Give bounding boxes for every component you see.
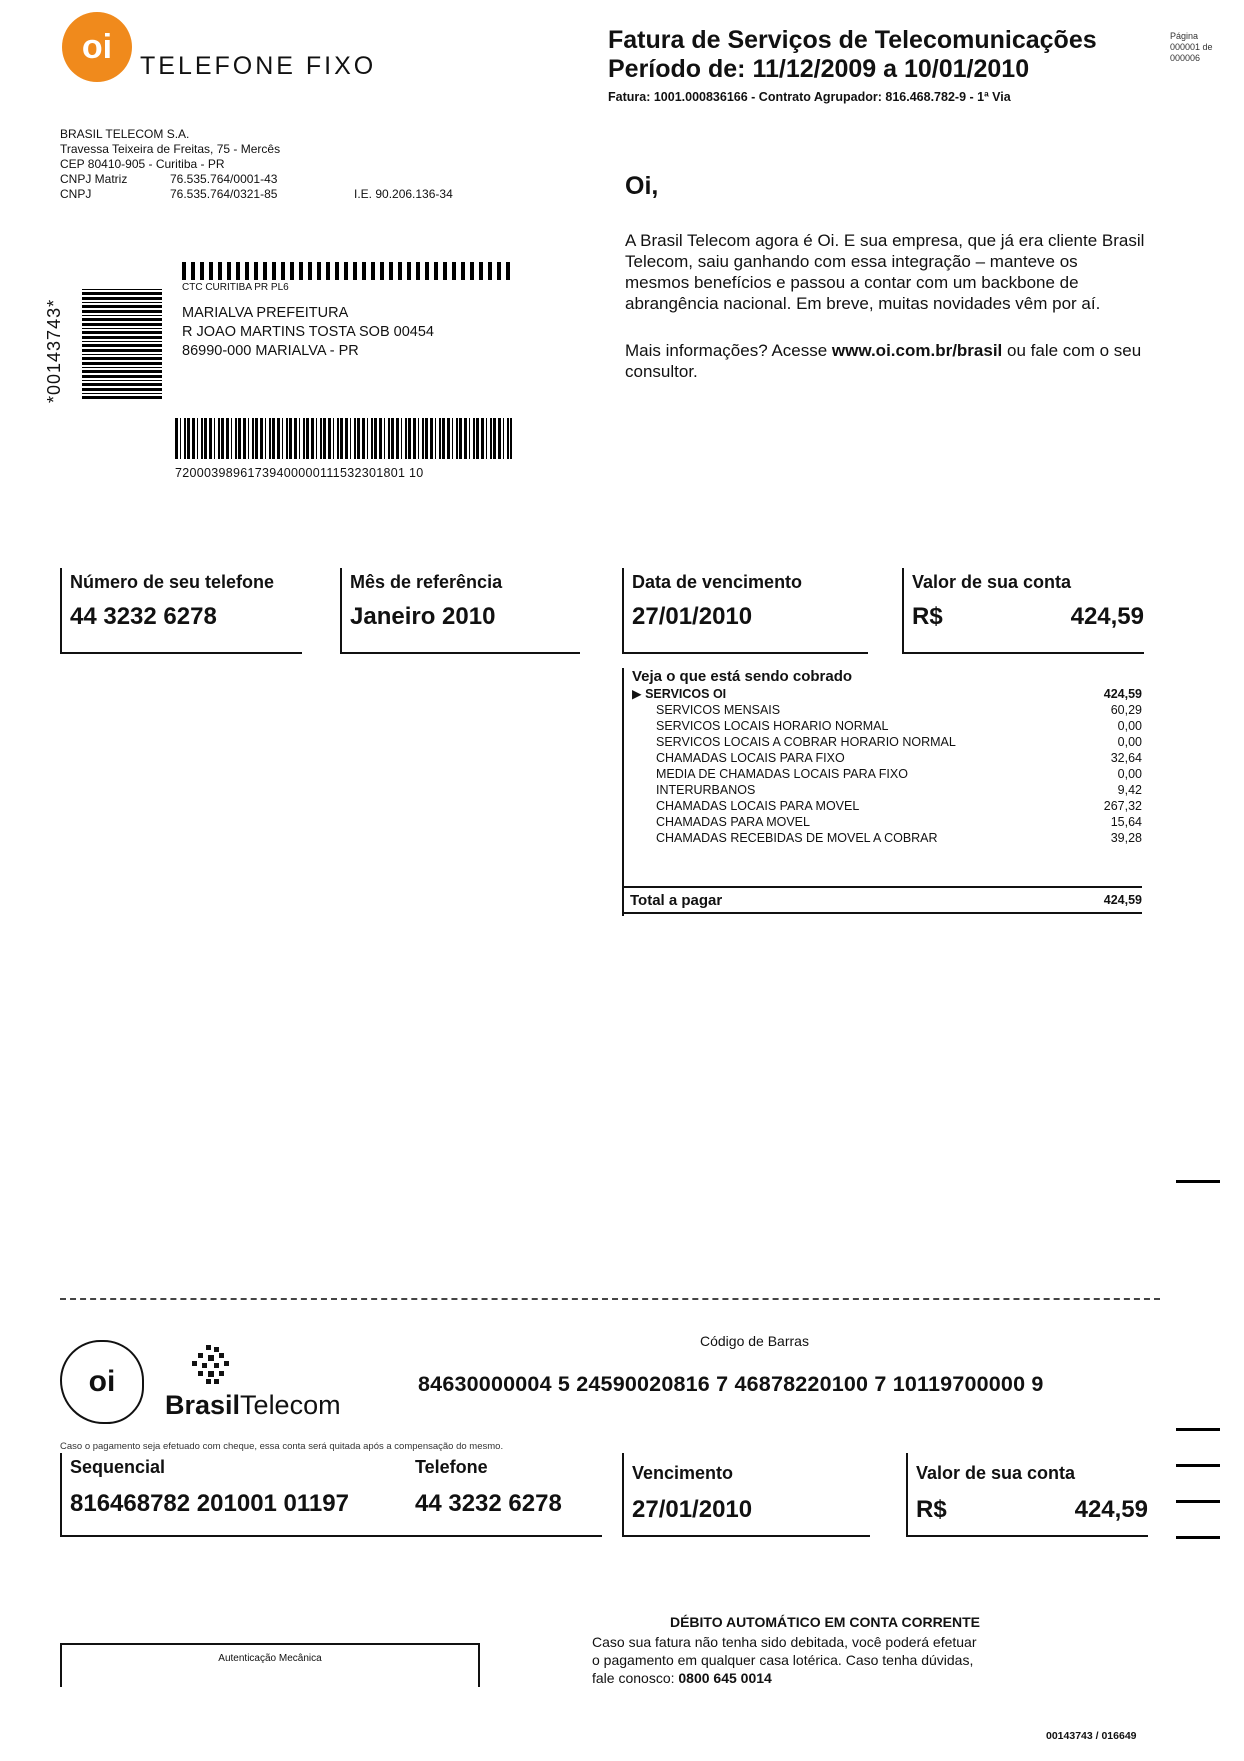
auto-debit-line2: o pagamento em qualquer casa lotérica. Caso tenha dúvidas, (592, 1652, 974, 1668)
recipient-city: 86990-000 MARIALVA - PR (182, 343, 359, 359)
company-name: BRASIL TELECOM S.A. (60, 127, 190, 141)
brand-rest: Telecom (240, 1390, 341, 1420)
slip-amount-label: Valor de sua conta (916, 1463, 1076, 1483)
charges-group-total: 424,59 (1103, 687, 1142, 701)
recipient-street: R JOAO MARTINS TOSTA SOB 00454 (182, 324, 434, 340)
greeting: Oi, (625, 172, 659, 200)
oi-slip-logo (60, 1340, 144, 1424)
currency-symbol: R$ (912, 603, 943, 630)
phone-number-value: 44 3232 6278 (70, 603, 217, 630)
company-info (60, 127, 510, 202)
charges-group-row (632, 686, 1142, 702)
charge-item-value: 0,00 (1117, 767, 1142, 781)
barcode-label: Código de Barras (700, 1333, 809, 1349)
charge-item-label: MEDIA DE CHAMADAS LOCAIS PARA FIXO (656, 767, 908, 781)
reference-month-box (340, 568, 580, 654)
sequence-label: Sequencial (70, 1457, 166, 1477)
slip-amount-value: 424,59 (1074, 1496, 1148, 1523)
recipient-address (182, 304, 434, 361)
total-value: 424,59 (1103, 893, 1142, 907)
oi-slip-logo-text: oi (88, 1365, 116, 1398)
company-address: Travessa Teixeira de Freitas, 75 - Mercês (60, 142, 281, 156)
amount-value: 424,59 (1070, 603, 1144, 630)
margin-mark (1176, 1536, 1220, 1539)
charge-item-value: 60,29 (1110, 703, 1142, 717)
recipient-name: MARIALVA PREFEITURA (182, 305, 349, 321)
charge-item-label: CHAMADAS RECEBIDAS DE MOVEL A COBRAR (656, 831, 938, 845)
auto-debit-line1: Caso sua fatura não tenha sido debitada, você poderá efetuar (592, 1634, 977, 1650)
due-date-label: Data de vencimento (632, 572, 803, 592)
auto-debit-line3: fale conosco: (592, 1670, 679, 1686)
charge-item-row (656, 702, 1142, 718)
reference-month-value: Janeiro 2010 (350, 603, 496, 630)
product-name: TELEFONE FIXO (140, 52, 377, 80)
message-paragraph-2 (625, 340, 1145, 382)
charge-item-label: CHAMADAS LOCAIS PARA MOVEL (656, 799, 860, 813)
message-paragraph-1: A Brasil Telecom agora é Oi. E sua empresa, que já era cliente Brasil Telecom, saiu ganhando com essa integração – manteve os mesmos benefícios e passou a contar com um backbone de abrangência nacional. Em breve, muitas novidades vêm por aí. (625, 231, 1145, 313)
charge-item-row (656, 830, 1142, 846)
margin-mark (1176, 1500, 1220, 1503)
cheque-note: Caso o pagamento seja efetuado com cheque, essa conta será quitada após a compensação do mesmo. (60, 1441, 504, 1452)
fatura-line: Fatura: 1001.000836166 - Contrato Agrupador: 816.468.782-9 - 1ª Via (608, 90, 1011, 104)
phone-number-label: Número de seu telefone (70, 572, 275, 592)
brasil-telecom-emblem-icon (186, 1345, 236, 1385)
charge-item-row (656, 766, 1142, 782)
page-number: 000001 de (1170, 42, 1213, 52)
mechanical-auth-box (60, 1643, 480, 1687)
charge-item-value: 15,64 (1110, 815, 1142, 829)
website-link[interactable]: www.oi.com.br/brasil (831, 341, 1003, 360)
slip-phone-label: Telefone (415, 1457, 488, 1477)
charges-group-label: SERVICOS OI (645, 687, 727, 701)
total-row (622, 886, 1142, 914)
amount-label: Valor de sua conta (912, 572, 1072, 592)
charge-item-value: 32,64 (1110, 751, 1142, 765)
cnpj: 76.535.764/0321-85 (170, 187, 278, 201)
charge-item-row (656, 798, 1142, 814)
charge-item-label: CHAMADAS LOCAIS PARA FIXO (656, 751, 845, 765)
invoice-title (608, 26, 1097, 84)
charge-item-row (656, 750, 1142, 766)
margin-mark (1176, 1428, 1220, 1431)
auto-debit-text (592, 1633, 1072, 1687)
due-date-box (622, 568, 868, 654)
charges-section (622, 668, 1142, 916)
cnpj-label: CNPJ (60, 187, 92, 201)
mail-barcode-number: 72000398961739400000111532301801 10 (175, 466, 424, 480)
cnpj-matriz: 76.535.764/0001-43 (170, 172, 278, 186)
reference-month-label: Mês de referência (350, 572, 503, 592)
charge-item-row (656, 718, 1142, 734)
ctc-label: CTC CURITIBA PR PL6 (182, 282, 289, 293)
invoice-period: Período de: 11/12/2009 a 10/01/2010 (608, 55, 1030, 83)
charge-item-row (656, 814, 1142, 830)
margin-mark (1176, 1180, 1220, 1183)
support-phone: 0800 645 0014 (678, 1670, 772, 1686)
side-code: *00143743* (44, 298, 64, 403)
charge-item-value: 0,00 (1117, 719, 1142, 733)
charge-item-label: SERVICOS LOCAIS A COBRAR HORARIO NORMAL (656, 735, 956, 749)
cnpj-matriz-label: CNPJ Matriz (60, 172, 128, 186)
charges-list (656, 702, 1142, 846)
slip-currency: R$ (916, 1496, 947, 1523)
charge-item-value: 39,28 (1110, 831, 1142, 845)
charge-item-row (656, 782, 1142, 798)
page-indicator (1170, 31, 1213, 64)
footer-code: 00143743 / 016649 (1046, 1730, 1137, 1742)
slip-due-value: 27/01/2010 (632, 1496, 753, 1523)
charges-title: Veja o que está sendo cobrado (632, 668, 853, 685)
company-cep: CEP 80410-905 - Curitiba - PR (60, 157, 225, 171)
slip-due-label: Vencimento (632, 1463, 734, 1483)
page-label: Página (1170, 31, 1199, 41)
sequence-value: 816468782 201001 01197 (70, 1490, 349, 1517)
auto-debit-title: DÉBITO AUTOMÁTICO EM CONTA CORRENTE (669, 1614, 981, 1630)
charge-item-label: INTERURBANOS (656, 783, 756, 797)
charge-item-value: 0,00 (1117, 735, 1142, 749)
oi-logo (62, 12, 132, 82)
charge-item-row (656, 734, 1142, 750)
sequence-box (60, 1453, 602, 1537)
charge-item-label: SERVICOS MENSAIS (656, 703, 781, 717)
charge-item-value: 9,42 (1117, 783, 1142, 797)
mechanical-auth-label: Autenticação Mecânica (218, 1653, 322, 1664)
charge-item-label: CHAMADAS PARA MOVEL (656, 815, 810, 829)
margin-mark (1176, 1464, 1220, 1467)
side-barcode (82, 287, 162, 399)
amount-box (902, 568, 1144, 654)
total-label: Total a pagar (630, 891, 723, 909)
triangle-icon: ▶ (632, 687, 646, 701)
inscricao-estadual: I.E. 90.206.136-34 (354, 187, 453, 201)
barcode-digits: 84630000004 5 24590020816 7 46878220100 7 10119700000 9 (418, 1372, 1044, 1396)
slip-due-box (622, 1453, 870, 1537)
page-total: 000006 (1170, 53, 1201, 63)
brasil-telecom-brand (165, 1390, 341, 1421)
invoice-title-line1: Fatura de Serviços de Telecomunicações (608, 26, 1097, 54)
mail-barcode (175, 418, 512, 459)
phone-number-box (60, 568, 302, 654)
slip-amount-box (906, 1453, 1148, 1537)
postnet-barcode (182, 262, 512, 280)
charge-item-label: SERVICOS LOCAIS HORARIO NORMAL (656, 719, 889, 733)
slip-phone-value: 44 3232 6278 (415, 1490, 562, 1517)
brand-bold: Brasil (165, 1390, 241, 1420)
message-prefix: Mais informações? Acesse (625, 341, 832, 360)
message-suffix: ou fale com o seu consultor. (625, 341, 1142, 381)
oi-logo-text: oi (81, 27, 113, 66)
tear-line (60, 1298, 1160, 1300)
due-date-value: 27/01/2010 (632, 603, 753, 630)
charge-item-value: 267,32 (1103, 799, 1142, 813)
